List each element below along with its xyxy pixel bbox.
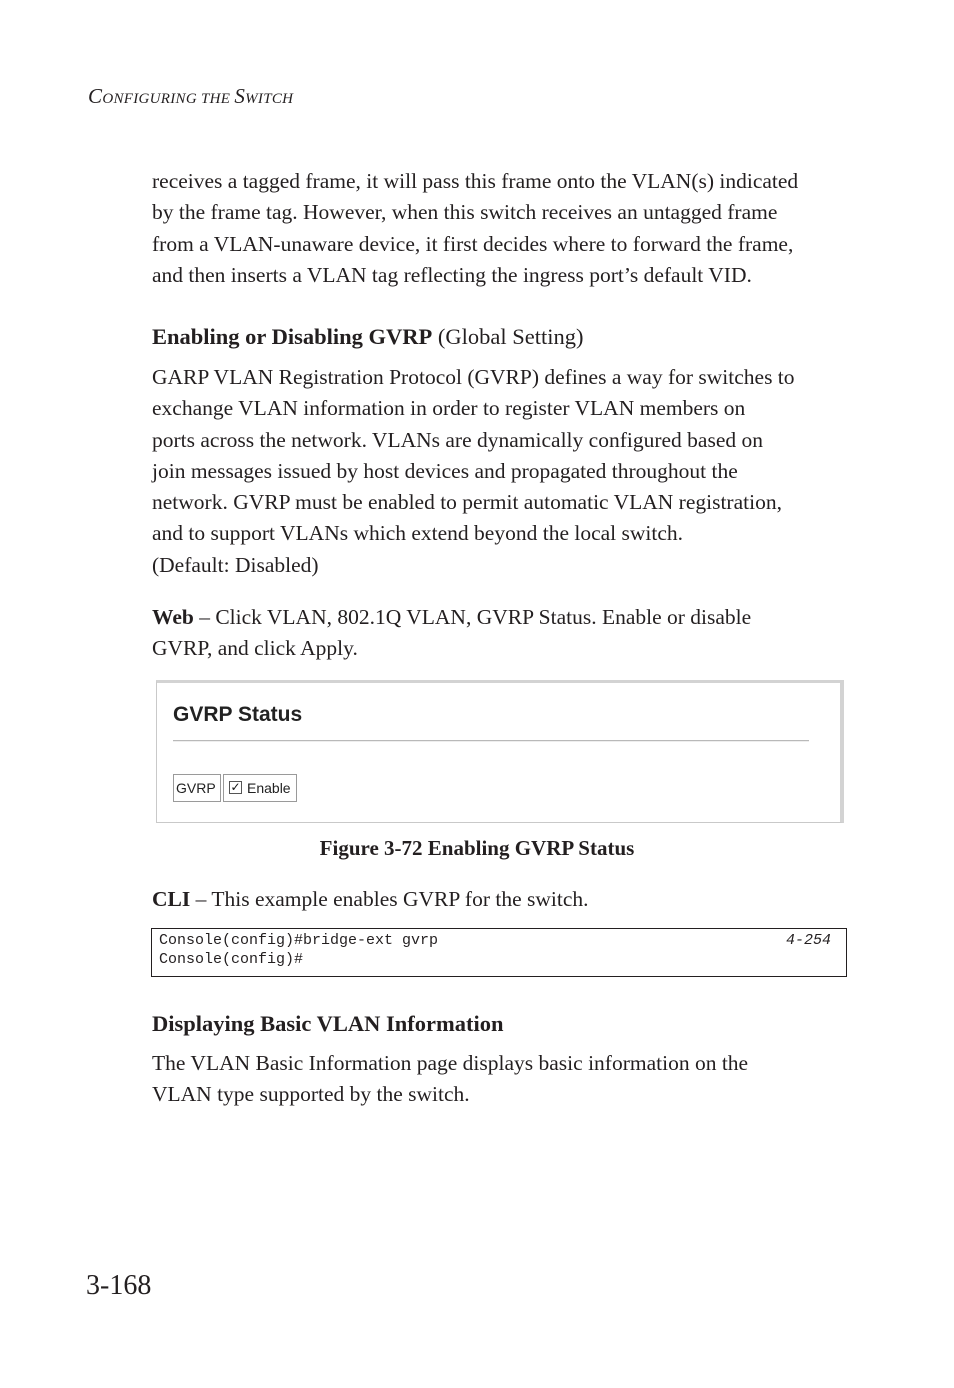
cli-label: CLI	[152, 887, 191, 911]
command-reference: 4-254	[785, 932, 831, 949]
cli-code-box	[151, 928, 847, 977]
gvrp-enable-control[interactable]	[223, 774, 297, 802]
gvrp-line: ports across the network. VLANs are dynamically configured based on	[152, 427, 763, 452]
figure-caption: Figure 3-72 Enabling GVRP Status	[319, 836, 635, 860]
intro-line: by the frame tag. However, when this switch receives an untagged frame	[152, 200, 778, 225]
intro-line: and then inserts a VLAN tag reflecting the ingress port’s default VID.	[152, 262, 752, 287]
code-line: Console(config)#	[159, 951, 304, 968]
intro-line: receives a tagged frame, it will pass this frame onto the VLAN(s) indicated	[152, 169, 799, 193]
vlan-info-paragraph	[152, 1048, 852, 1111]
gvrp-paragraph	[152, 362, 852, 581]
section-heading-gvrp: Enabling or Disabling GVRP (Global Setting)	[152, 324, 584, 349]
panel-title: GVRP Status	[173, 703, 303, 726]
code-line: Console(config)#bridge-ext gvrp	[159, 932, 439, 949]
gvrp-line: and to support VLANs which extend beyond the local switch.	[152, 521, 684, 546]
enable-label[interactable]: Enable	[247, 780, 291, 796]
enable-checkbox[interactable]: ✓	[230, 780, 241, 794]
panel-divider	[173, 740, 809, 742]
running-head: CONFIGURING THE SWITCH	[88, 84, 294, 108]
web-instructions: Web – Click VLAN, 802.1Q VLAN, GVRP Status. Enable or disable GVRP, and click Apply.	[152, 605, 752, 661]
gvrp-line: exchange VLAN information in order to register VLAN members on	[152, 396, 746, 421]
gvrp-line: network. GVRP must be enabled to permit automatic VLAN registration,	[152, 490, 782, 515]
vlan-info-line: The VLAN Basic Information page displays basic information on the	[152, 1051, 749, 1075]
intro-line: from a VLAN-unaware device, it first decides where to forward the frame,	[152, 231, 794, 256]
vlan-info-line: VLAN type supported by the switch.	[152, 1082, 470, 1107]
intro-paragraph	[152, 166, 852, 291]
cli-intro: CLI – This example enables GVRP for the switch.	[152, 887, 589, 911]
page-number: 3-168	[86, 1270, 152, 1301]
gvrp-line: (Default: Disabled)	[152, 552, 319, 577]
gvrp-field-label: GVRP	[173, 774, 221, 802]
gvrp-line: join messages issued by host devices and propagated throughout the	[152, 458, 738, 483]
gvrp-status-panel	[156, 680, 844, 823]
section-heading-vlan-info: Displaying Basic VLAN Information	[152, 1011, 504, 1036]
web-label: Web	[152, 605, 194, 629]
gvrp-line: GARP VLAN Registration Protocol (GVRP) defines a way for switches to	[152, 365, 795, 389]
